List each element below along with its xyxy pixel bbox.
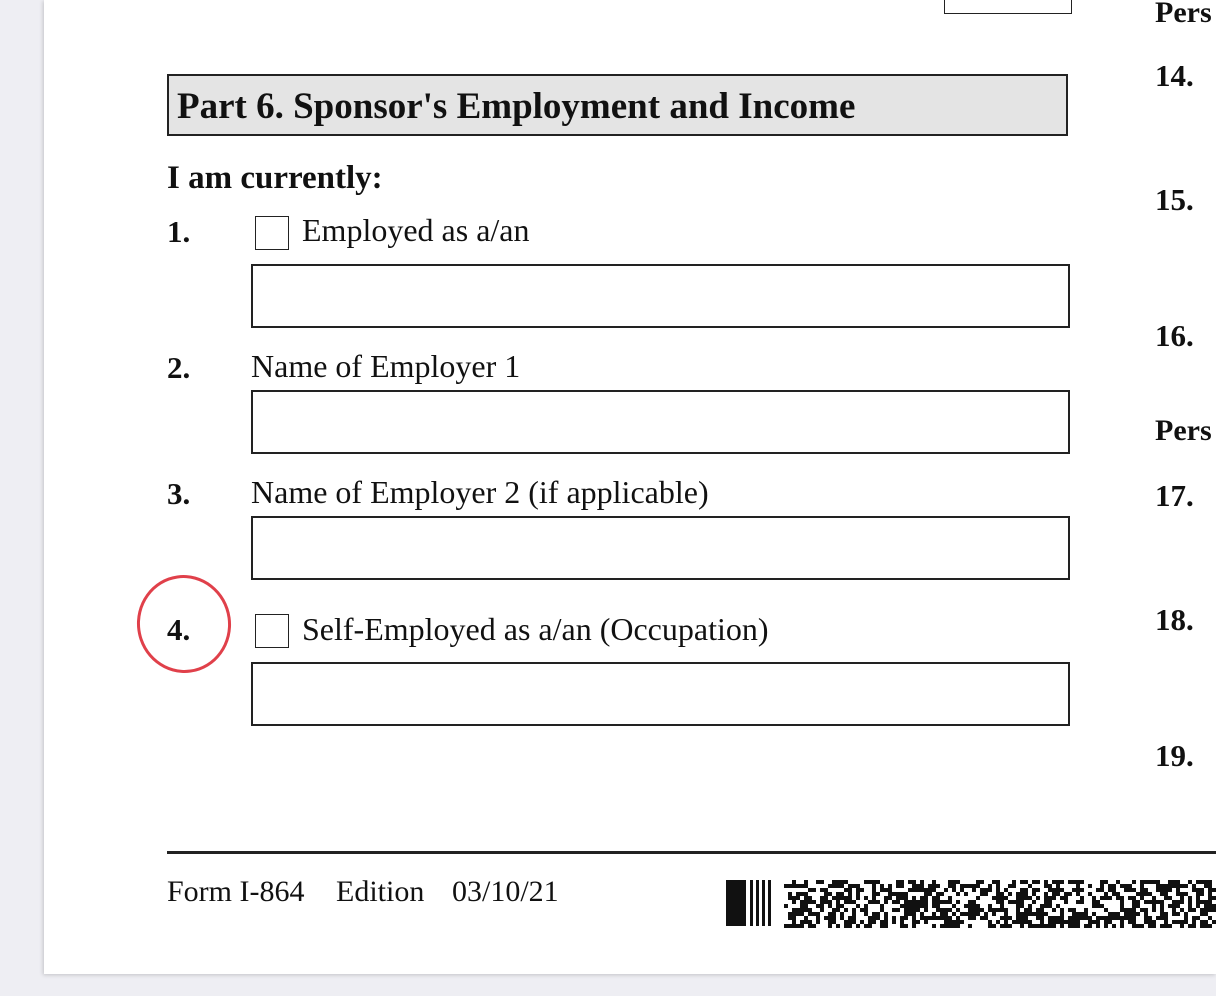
self-employed-checkbox[interactable]	[255, 614, 289, 648]
right-section-heading-1: Pers	[1155, 0, 1212, 29]
self-employed-occupation-field[interactable]	[251, 662, 1070, 726]
item-19-number: 19.	[1155, 738, 1194, 773]
item-2-number: 2.	[167, 350, 191, 385]
item-15-number: 15.	[1155, 182, 1194, 217]
footer-rule	[167, 851, 1216, 854]
item-3-number: 3.	[167, 476, 191, 511]
employed-checkbox[interactable]	[255, 216, 289, 250]
part-6-header: Part 6. Sponsor's Employment and Income	[167, 74, 1068, 136]
footer-edition-date: 03/10/21	[452, 875, 559, 908]
footer-form-name: Form I-864	[167, 875, 305, 908]
right-section-heading-2: Pers	[1155, 414, 1212, 447]
item-16-number: 16.	[1155, 318, 1194, 353]
item-18-number: 18.	[1155, 602, 1194, 637]
item-3-label: Name of Employer 2 (if applicable)	[251, 474, 709, 510]
item-17-number: 17.	[1155, 478, 1194, 513]
item-1-label: Employed as a/an	[302, 212, 530, 248]
item-4-label: Self-Employed as a/an (Occupation)	[302, 611, 769, 647]
item-4-number: 4.	[167, 612, 191, 647]
barcode-image	[726, 878, 1216, 928]
footer-edition-label: Edition	[336, 875, 425, 908]
occupation-field[interactable]	[251, 264, 1070, 328]
item-1-number: 1.	[167, 214, 191, 249]
employer-2-field[interactable]	[251, 516, 1070, 580]
employer-1-field[interactable]	[251, 390, 1070, 454]
item-2-label: Name of Employer 1	[251, 348, 521, 384]
item-14-number: 14.	[1155, 58, 1194, 93]
lead-in-text: I am currently:	[167, 160, 383, 196]
top-field-box[interactable]	[944, 0, 1072, 14]
